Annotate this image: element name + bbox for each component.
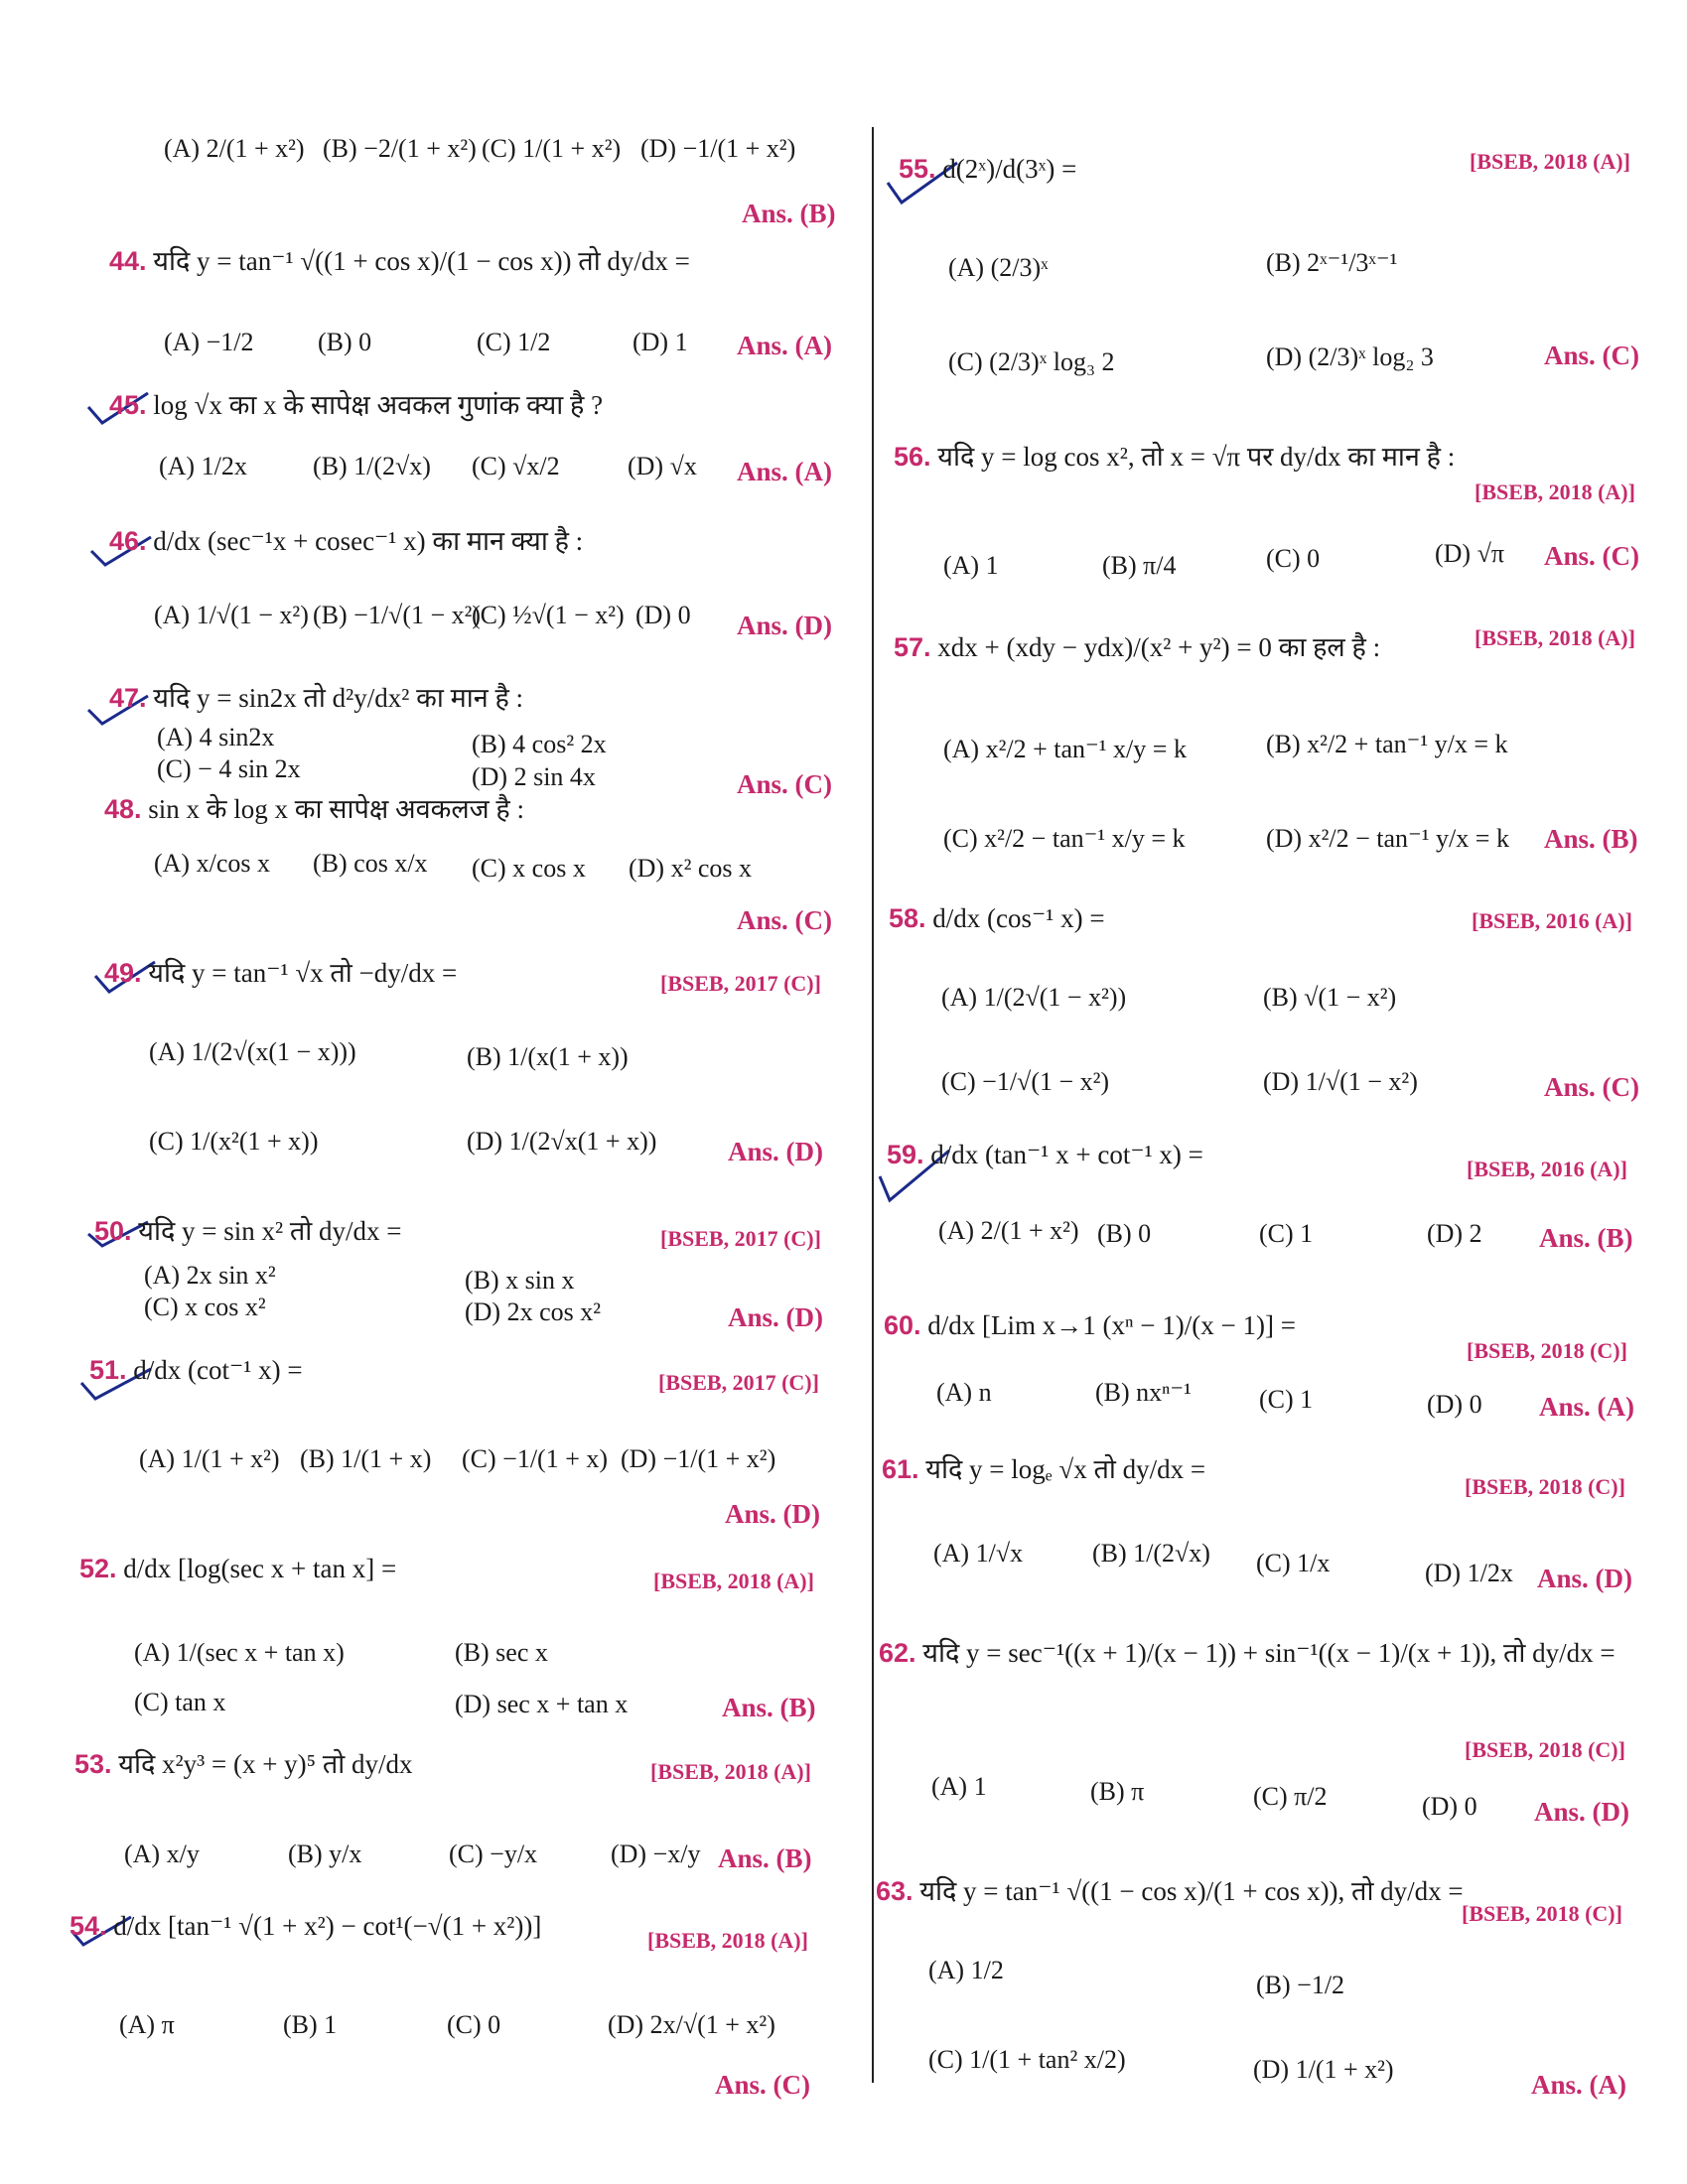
option-c: (C) 1/(x²(1 + x)) bbox=[149, 1127, 319, 1156]
option-a: (A) 1/(2√(1 − x²)) bbox=[941, 983, 1127, 1012]
option-d: (D) √x bbox=[628, 452, 697, 480]
option-a: (A) x/cos x bbox=[154, 849, 270, 878]
option-c: (C) π/2 bbox=[1253, 1782, 1328, 1811]
question-text: d/dx [Lim x→1 (xⁿ − 1)/(x − 1)] = bbox=[927, 1310, 1296, 1340]
question-number: 50. bbox=[94, 1216, 132, 1246]
option-b: (B) 4 cos² 2x bbox=[472, 730, 607, 758]
option-a: (A) x/y bbox=[124, 1840, 200, 1868]
option-b: (B) 0 bbox=[318, 328, 372, 356]
option-a: (A) (2/3)ˣ bbox=[948, 253, 1049, 282]
answer: Ans. (D) bbox=[725, 1499, 821, 1529]
option-b: (B) √(1 − x²) bbox=[1263, 983, 1397, 1012]
source-tag: [BSEB, 2018 (A)] bbox=[647, 1928, 808, 1953]
option-b: (B) −2/(1 + x²) bbox=[323, 134, 477, 163]
question-text: d/dx (sec⁻¹x + cosec⁻¹ x) का मान क्या है : bbox=[153, 526, 584, 556]
option-d: (D) 0 bbox=[635, 601, 691, 629]
question-number: 47. bbox=[109, 683, 147, 713]
option-a: (A) 2/(1 + x²) bbox=[938, 1216, 1079, 1245]
question-text: यदि y = sec⁻¹((x + 1)/(x − 1)) + sin⁻¹((x − 1)/(x + 1)), तो dy/dx = bbox=[922, 1638, 1616, 1668]
source-tag: [BSEB, 2018 (C)] bbox=[1462, 1901, 1622, 1926]
question-text: d/dx (tan⁻¹ x + cot⁻¹ x) = bbox=[930, 1140, 1203, 1169]
question-number: 53. bbox=[74, 1749, 112, 1779]
option-d: (D) 2 bbox=[1427, 1219, 1482, 1248]
answer: Ans. (C) bbox=[1544, 341, 1640, 370]
option-b: (B) −1/2 bbox=[1256, 1971, 1345, 1999]
option-a: (A) 1/(2√(x(1 − x))) bbox=[149, 1037, 356, 1066]
question-number: 57. bbox=[894, 632, 931, 662]
question-number: 46. bbox=[109, 526, 147, 556]
question-number: 44. bbox=[109, 246, 147, 276]
option-d: (D) −1/(1 + x²) bbox=[640, 134, 796, 163]
option-a: (A) 1/√x bbox=[933, 1539, 1024, 1568]
question-text: sin x के log x का सापेक्ष अवकलज है : bbox=[148, 794, 525, 824]
question-number: 62. bbox=[879, 1638, 916, 1668]
source-tag: [BSEB, 2016 (A)] bbox=[1467, 1157, 1627, 1181]
option-c: (C) x²/2 − tan⁻¹ x/y = k bbox=[943, 824, 1186, 853]
option-d: (D) −1/(1 + x²) bbox=[621, 1444, 776, 1473]
option-c: (C) −1/(1 + x) bbox=[462, 1444, 609, 1473]
question-text: d(2ˣ)/d(3ˣ) = bbox=[942, 154, 1077, 184]
option-a: (A) 1 bbox=[943, 551, 999, 580]
option-a: (A) 2x sin x² bbox=[144, 1261, 276, 1290]
question-text: d/dx [log(sec x + tan x] = bbox=[123, 1554, 397, 1583]
option-c: (C) −y/x bbox=[449, 1840, 538, 1868]
option-b: (B) y/x bbox=[288, 1840, 362, 1868]
source-tag: [BSEB, 2018 (A)] bbox=[653, 1569, 814, 1593]
option-c: (C) 1/(1 + tan² x/2) bbox=[928, 2045, 1126, 2074]
option-a: (A) 1/2x bbox=[159, 452, 247, 480]
option-b: (B) 1/(1 + x) bbox=[300, 1444, 432, 1473]
option-b: (B) 1/(2√x) bbox=[313, 452, 431, 480]
question-number: 60. bbox=[884, 1310, 921, 1340]
option-d: (D) 1/(2√x(1 + x)) bbox=[467, 1127, 657, 1156]
answer: Ans. (C) bbox=[737, 769, 833, 799]
question-text: log √x का x के सापेक्ष अवकल गुणांक क्या है ? bbox=[153, 390, 604, 420]
question-number: 55. bbox=[899, 154, 936, 184]
answer: Ans. (D) bbox=[1534, 1797, 1630, 1827]
answer: Ans. (C) bbox=[715, 2070, 811, 2100]
option-d: (D) 1/2x bbox=[1425, 1559, 1513, 1587]
option-d: (D) 1/(1 + x²) bbox=[1253, 2055, 1394, 2084]
option-d: (D) 0 bbox=[1422, 1792, 1477, 1821]
question-number: 54. bbox=[70, 1911, 107, 1941]
option-a: (A) 1 bbox=[931, 1772, 987, 1801]
question-number: 49. bbox=[104, 958, 142, 988]
option-c: (C) ½√(1 − x²) bbox=[472, 601, 625, 629]
question-number: 59. bbox=[887, 1140, 924, 1169]
option-c: (C) 1 bbox=[1259, 1385, 1314, 1414]
question-text: xdx + (xdy − ydx)/(x² + y²) = 0 का हल है : bbox=[937, 632, 1381, 662]
option-b: (B) 1/(x(1 + x)) bbox=[467, 1042, 629, 1071]
option-b: (B) 1 bbox=[283, 2010, 338, 2039]
option-d: (D) x² cos x bbox=[629, 854, 753, 883]
option-b: (B) 1/(2√x) bbox=[1092, 1539, 1210, 1568]
option-a: (A) 2/(1 + x²) bbox=[164, 134, 305, 163]
option-d: (D) sec x + tan x bbox=[455, 1690, 629, 1718]
source-tag: [BSEB, 2018 (C)] bbox=[1465, 1474, 1625, 1499]
answer: Ans. (D) bbox=[728, 1302, 824, 1332]
source-tag: [BSEB, 2018 (C)] bbox=[1467, 1338, 1627, 1363]
option-d: (D) 2x/√(1 + x²) bbox=[608, 2010, 775, 2039]
option-d: (D) 0 bbox=[1427, 1390, 1482, 1419]
question-number: 51. bbox=[89, 1355, 127, 1385]
option-d: (D) √π bbox=[1435, 539, 1504, 568]
option-d: (D) 1 bbox=[633, 328, 688, 356]
question-number: 56. bbox=[894, 442, 931, 472]
option-a: (A) x²/2 + tan⁻¹ x/y = k bbox=[943, 735, 1187, 763]
question-text: यदि y = logₑ √x तो dy/dx = bbox=[925, 1454, 1206, 1484]
answer: Ans. (C) bbox=[1544, 1072, 1640, 1102]
question-number: 63. bbox=[876, 1876, 914, 1906]
option-c: (C) −1/√(1 − x²) bbox=[941, 1067, 1110, 1096]
question-text: d/dx [tan⁻¹ √(1 + x²) − cot¹(−√(1 + x²))] bbox=[113, 1911, 542, 1941]
question-number: 52. bbox=[79, 1554, 117, 1583]
option-c: (C) x cos x bbox=[472, 854, 586, 883]
answer: Ans. (B) bbox=[1544, 824, 1638, 854]
answer: Ans. (B) bbox=[722, 1693, 816, 1722]
option-d: (D) (2/3)ˣ log₂ 3 bbox=[1266, 342, 1434, 371]
option-a: (A) π bbox=[119, 2010, 175, 2039]
option-a: (A) 1/2 bbox=[928, 1956, 1004, 1984]
answer: Ans. (D) bbox=[1537, 1564, 1633, 1593]
column-divider bbox=[872, 127, 874, 2083]
source-tag: [BSEB, 2018 (A)] bbox=[1470, 149, 1630, 174]
option-b: (B) cos x/x bbox=[313, 849, 428, 878]
question-text: यदि y = tan⁻¹ √x तो −dy/dx = bbox=[148, 958, 458, 988]
question-text: यदि y = sin2x तो d²y/dx² का मान है : bbox=[153, 683, 524, 713]
answer: Ans. (D) bbox=[728, 1137, 824, 1166]
option-b: (B) 0 bbox=[1097, 1219, 1152, 1248]
option-b: (B) x sin x bbox=[465, 1266, 575, 1295]
answer: Ans. (C) bbox=[737, 905, 833, 935]
option-d: (D) 2x cos x² bbox=[465, 1297, 602, 1326]
option-d: (D) −x/y bbox=[611, 1840, 701, 1868]
answer: Ans. (B) bbox=[718, 1843, 812, 1873]
option-a: (A) 4 sin2x bbox=[157, 723, 275, 751]
option-d: (D) 2 sin 4x bbox=[472, 762, 596, 791]
option-c: (C) 0 bbox=[447, 2010, 501, 2039]
source-tag: [BSEB, 2017 (C)] bbox=[660, 1226, 821, 1251]
option-c: (C) 0 bbox=[1266, 544, 1321, 573]
option-b: (B) −1/√(1 − x²) bbox=[313, 601, 482, 629]
source-tag: [BSEB, 2018 (A)] bbox=[1475, 625, 1635, 650]
option-a: (A) n bbox=[936, 1378, 992, 1407]
question-text: यदि y = tan⁻¹ √((1 − cos x)/(1 + cos x)), तो dy/dx = bbox=[919, 1876, 1464, 1906]
answer: Ans. (A) bbox=[737, 331, 833, 360]
source-tag: [BSEB, 2017 (C)] bbox=[658, 1370, 819, 1395]
question-number: 45. bbox=[109, 390, 147, 420]
question-text: यदि y = tan⁻¹ √((1 + cos x)/(1 − cos x)) तो dy/dx = bbox=[153, 246, 690, 276]
source-tag: [BSEB, 2018 (A)] bbox=[650, 1759, 811, 1784]
option-c: (C) 1/2 bbox=[477, 328, 551, 356]
answer: Ans. (A) bbox=[1531, 2070, 1627, 2100]
option-c: (C) x cos x² bbox=[144, 1293, 266, 1321]
option-b: (B) π/4 bbox=[1102, 551, 1177, 580]
question-text: यदि y = sin x² तो dy/dx = bbox=[138, 1216, 402, 1246]
answer: Ans. (B) bbox=[1539, 1223, 1633, 1253]
question-text: d/dx (cot⁻¹ x) = bbox=[133, 1355, 303, 1385]
option-d: (D) x²/2 − tan⁻¹ y/x = k bbox=[1266, 824, 1509, 853]
option-c: (C) 1 bbox=[1259, 1219, 1314, 1248]
question-text: यदि x²y³ = (x + y)⁵ तो dy/dx bbox=[118, 1749, 413, 1779]
question-number: 48. bbox=[104, 794, 142, 824]
option-a: (A) −1/2 bbox=[164, 328, 254, 356]
answer: Ans. (D) bbox=[737, 611, 833, 640]
option-b: (B) π bbox=[1090, 1777, 1145, 1806]
source-tag: [BSEB, 2016 (A)] bbox=[1472, 908, 1632, 933]
answer: Ans. (A) bbox=[1539, 1392, 1635, 1422]
answer: Ans. (B) bbox=[742, 199, 836, 228]
option-c: (C) tan x bbox=[134, 1688, 226, 1716]
source-tag: [BSEB, 2017 (C)] bbox=[660, 971, 821, 996]
option-c: (C) 1/(1 + x²) bbox=[482, 134, 622, 163]
source-tag: [BSEB, 2018 (A)] bbox=[1475, 479, 1635, 504]
source-tag: [BSEB, 2018 (C)] bbox=[1465, 1737, 1625, 1762]
question-number: 61. bbox=[882, 1454, 919, 1484]
answer: Ans. (C) bbox=[1544, 541, 1640, 571]
option-c: (C) √x/2 bbox=[472, 452, 560, 480]
answer: Ans. (A) bbox=[737, 457, 833, 486]
option-c: (C) (2/3)ˣ log₃ 2 bbox=[948, 347, 1115, 376]
option-a: (A) 1/(sec x + tan x) bbox=[134, 1638, 345, 1667]
option-a: (A) 1/√(1 − x²) bbox=[154, 601, 309, 629]
question-text: d/dx (cos⁻¹ x) = bbox=[932, 903, 1105, 933]
option-b: (B) nxⁿ⁻¹ bbox=[1095, 1378, 1192, 1407]
option-c: (C) 1/x bbox=[1256, 1549, 1331, 1577]
question-number: 58. bbox=[889, 903, 926, 933]
option-b: (B) x²/2 + tan⁻¹ y/x = k bbox=[1266, 730, 1508, 758]
option-b: (B) 2ˣ⁻¹/3ˣ⁻¹ bbox=[1266, 248, 1398, 277]
option-c: (C) − 4 sin 2x bbox=[157, 754, 301, 783]
option-b: (B) sec x bbox=[455, 1638, 548, 1667]
question-text: यदि y = log cos x², तो x = √π पर dy/dx का मान है : bbox=[937, 442, 1456, 472]
option-a: (A) 1/(1 + x²) bbox=[139, 1444, 280, 1473]
option-d: (D) 1/√(1 − x²) bbox=[1263, 1067, 1418, 1096]
